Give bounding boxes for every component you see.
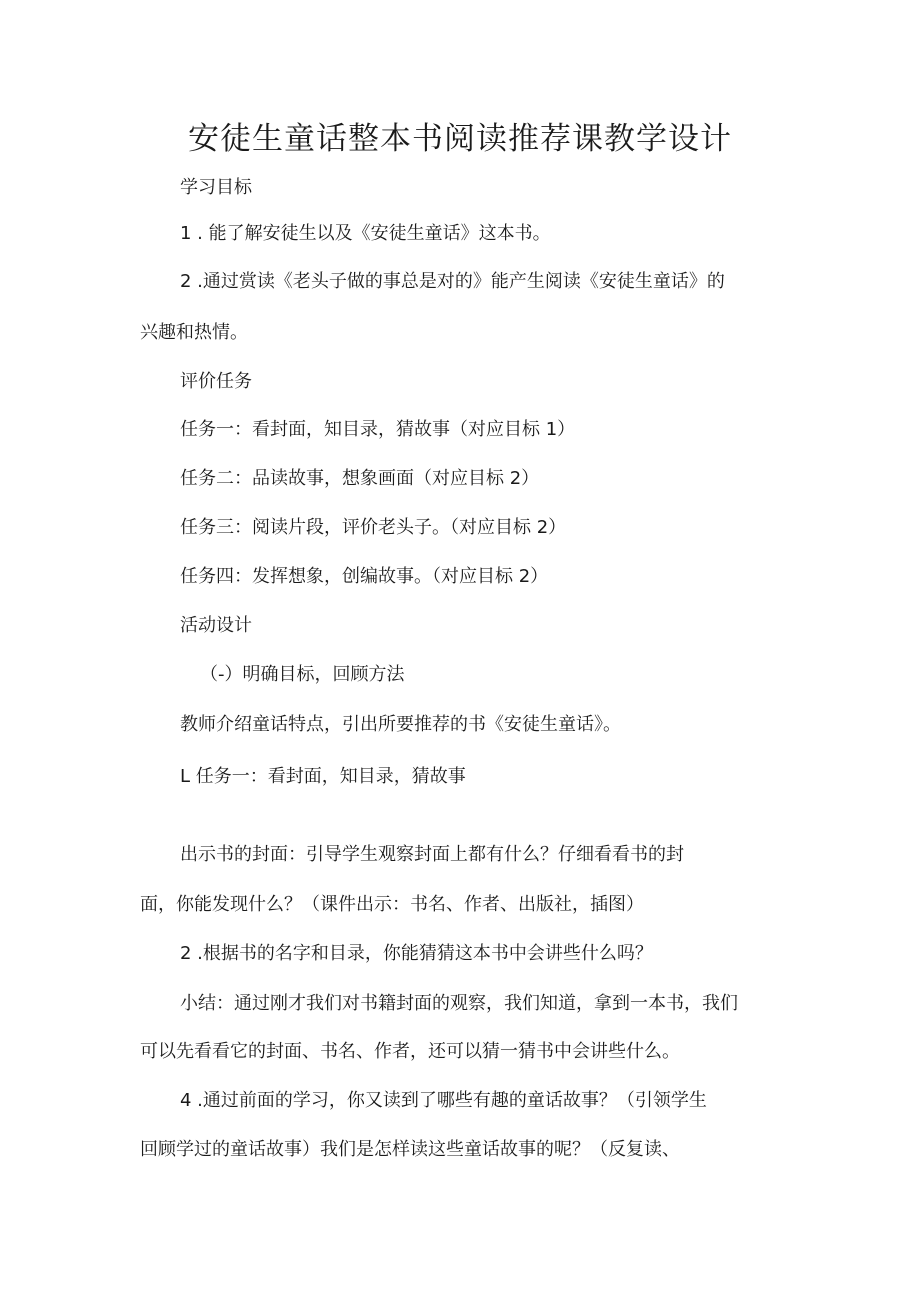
section-heading-evaluation-tasks: 评价任务 [180,371,252,392]
document-title: 安徒生童话整本书阅读推荐课教学设计 [188,121,732,157]
task-item-2: 任务二：品读故事，想象画面（对应目标 2） [180,468,540,489]
section-heading-learning-goals: 学习目标 [180,177,252,198]
task-item-1: 任务一：看封面，知目录，猜故事（对应目标 1） [180,419,576,440]
activity-step-2: 2 .根据书的名字和目录，你能猜猜这本书中会讲些什么吗？ [180,943,653,964]
task-item-4: 任务四：发挥想象，创编故事。（对应目标 2） [180,566,549,587]
goal-item-2-continued: 兴趣和热情。 [140,322,248,343]
section-heading-activity-design: 活动设计 [180,615,252,636]
paragraph-summary-continued: 可以先看看它的封面、书名、作者，还可以猜一猜书中会讲些什么。 [140,1041,680,1062]
activity-step-1: L 任务一：看封面，知目录，猜故事 [180,766,466,787]
activity-subheading-1: （-）明确目标，回顾方法 [200,664,405,685]
activity-step-4-continued: 回顾学过的童话故事）我们是怎样读这些童话故事的呢？（反复读、 [140,1139,680,1160]
goal-item-1: 1 . 能了解安徒生以及《安徒生童话》这本书。 [180,223,551,244]
activity-step-4: 4 .通过前面的学习，你又读到了哪些有趣的童话故事？（引领学生 [180,1090,707,1111]
paragraph-summary: 小结：通过刚才我们对书籍封面的观察，我们知道，拿到一本书，我们 [180,993,738,1014]
paragraph-show-cover: 出示书的封面：引导学生观察封面上都有什么？仔细看看书的封 [180,844,684,865]
paragraph-show-cover-continued: 面，你能发现什么？（课件出示：书名、作者、出版社，插图） [140,894,644,915]
paragraph-teacher-intro: 教师介绍童话特点，引出所要推荐的书《安徒生童话》。 [180,714,621,735]
goal-item-2: 2 .通过赏读《老头子做的事总是对的》能产生阅读《安徒生童话》的 [180,271,725,292]
task-item-3: 任务三：阅读片段，评价老头子。（对应目标 2） [180,517,567,538]
